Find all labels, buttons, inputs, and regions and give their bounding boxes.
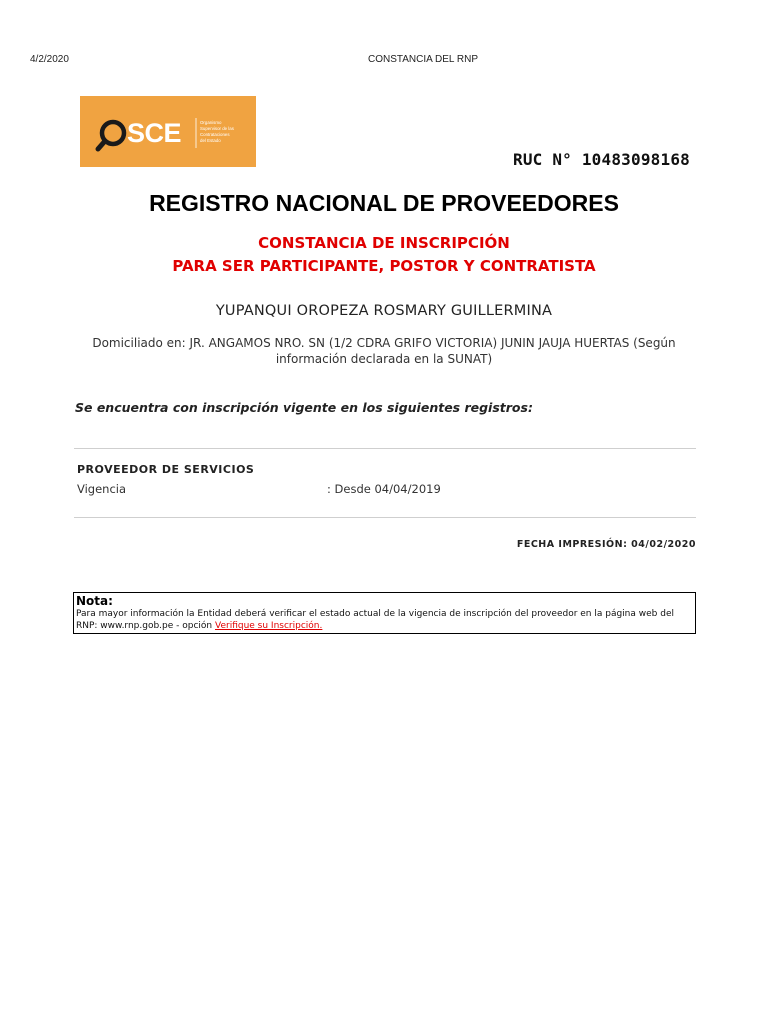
osce-logo-mark — [80, 96, 256, 167]
note-line-2-prefix: RNP: www.rnp.gob.pe - opción — [76, 621, 215, 631]
ruc-number: RUC N° 10483098168 — [513, 150, 690, 169]
note-line-2 — [76, 620, 693, 632]
vigencia-label: Vigencia — [77, 482, 127, 496]
note-box — [73, 592, 696, 634]
address-line-1: Domiciliado en: JR. ANGAMOS NRO. SN (1/2 CDRA GRIFO VICTORIA) JUNIN JAUJA HUERTAS (Según — [92, 336, 676, 350]
divider-bottom — [74, 517, 696, 518]
svg-text:Contrataciones: Contrataciones — [200, 132, 230, 137]
svg-text:SCE: SCE — [127, 118, 182, 148]
address-line-2: información declarada en la SUNAT) — [275, 352, 493, 366]
certificate-subtitle: PARA SER PARTICIPANTE, POSTOR Y CONTRATISTA — [172, 257, 596, 275]
provider-address — [74, 335, 694, 367]
note-title: Nota: — [76, 594, 113, 608]
divider-top — [74, 448, 696, 449]
header-title: CONSTANCIA DEL RNP — [367, 54, 479, 65]
page-title: REGISTRO NACIONAL DE PROVEEDORES — [149, 190, 619, 216]
registry-type: PROVEEDOR DE SERVICIOS — [77, 463, 255, 476]
svg-text:Organismo: Organismo — [200, 120, 222, 125]
verify-inscription-link[interactable]: Verifique su Inscripción. — [215, 621, 323, 631]
registries-intro: Se encuentra con inscripción vigente en los siguientes registros: — [75, 400, 533, 415]
certificate-title: CONSTANCIA DE INSCRIPCIÓN — [258, 234, 510, 252]
svg-text:Supervisor de las: Supervisor de las — [200, 126, 234, 131]
osce-logo — [80, 96, 256, 167]
vigencia-value: : Desde 04/04/2019 — [327, 482, 441, 496]
print-date: FECHA IMPRESIÓN: 04/02/2020 — [516, 539, 696, 550]
note-line-1: Para mayor información la Entidad deberá verificar el estado actual de la vigencia de inscripción del proveedor en la página web del — [76, 609, 674, 619]
svg-text:del Estado: del Estado — [200, 138, 221, 143]
note-body — [76, 608, 693, 632]
provider-name: YUPANQUI OROPEZA ROSMARY GUILLERMINA — [215, 303, 553, 319]
header-date: 4/2/2020 — [30, 54, 69, 65]
